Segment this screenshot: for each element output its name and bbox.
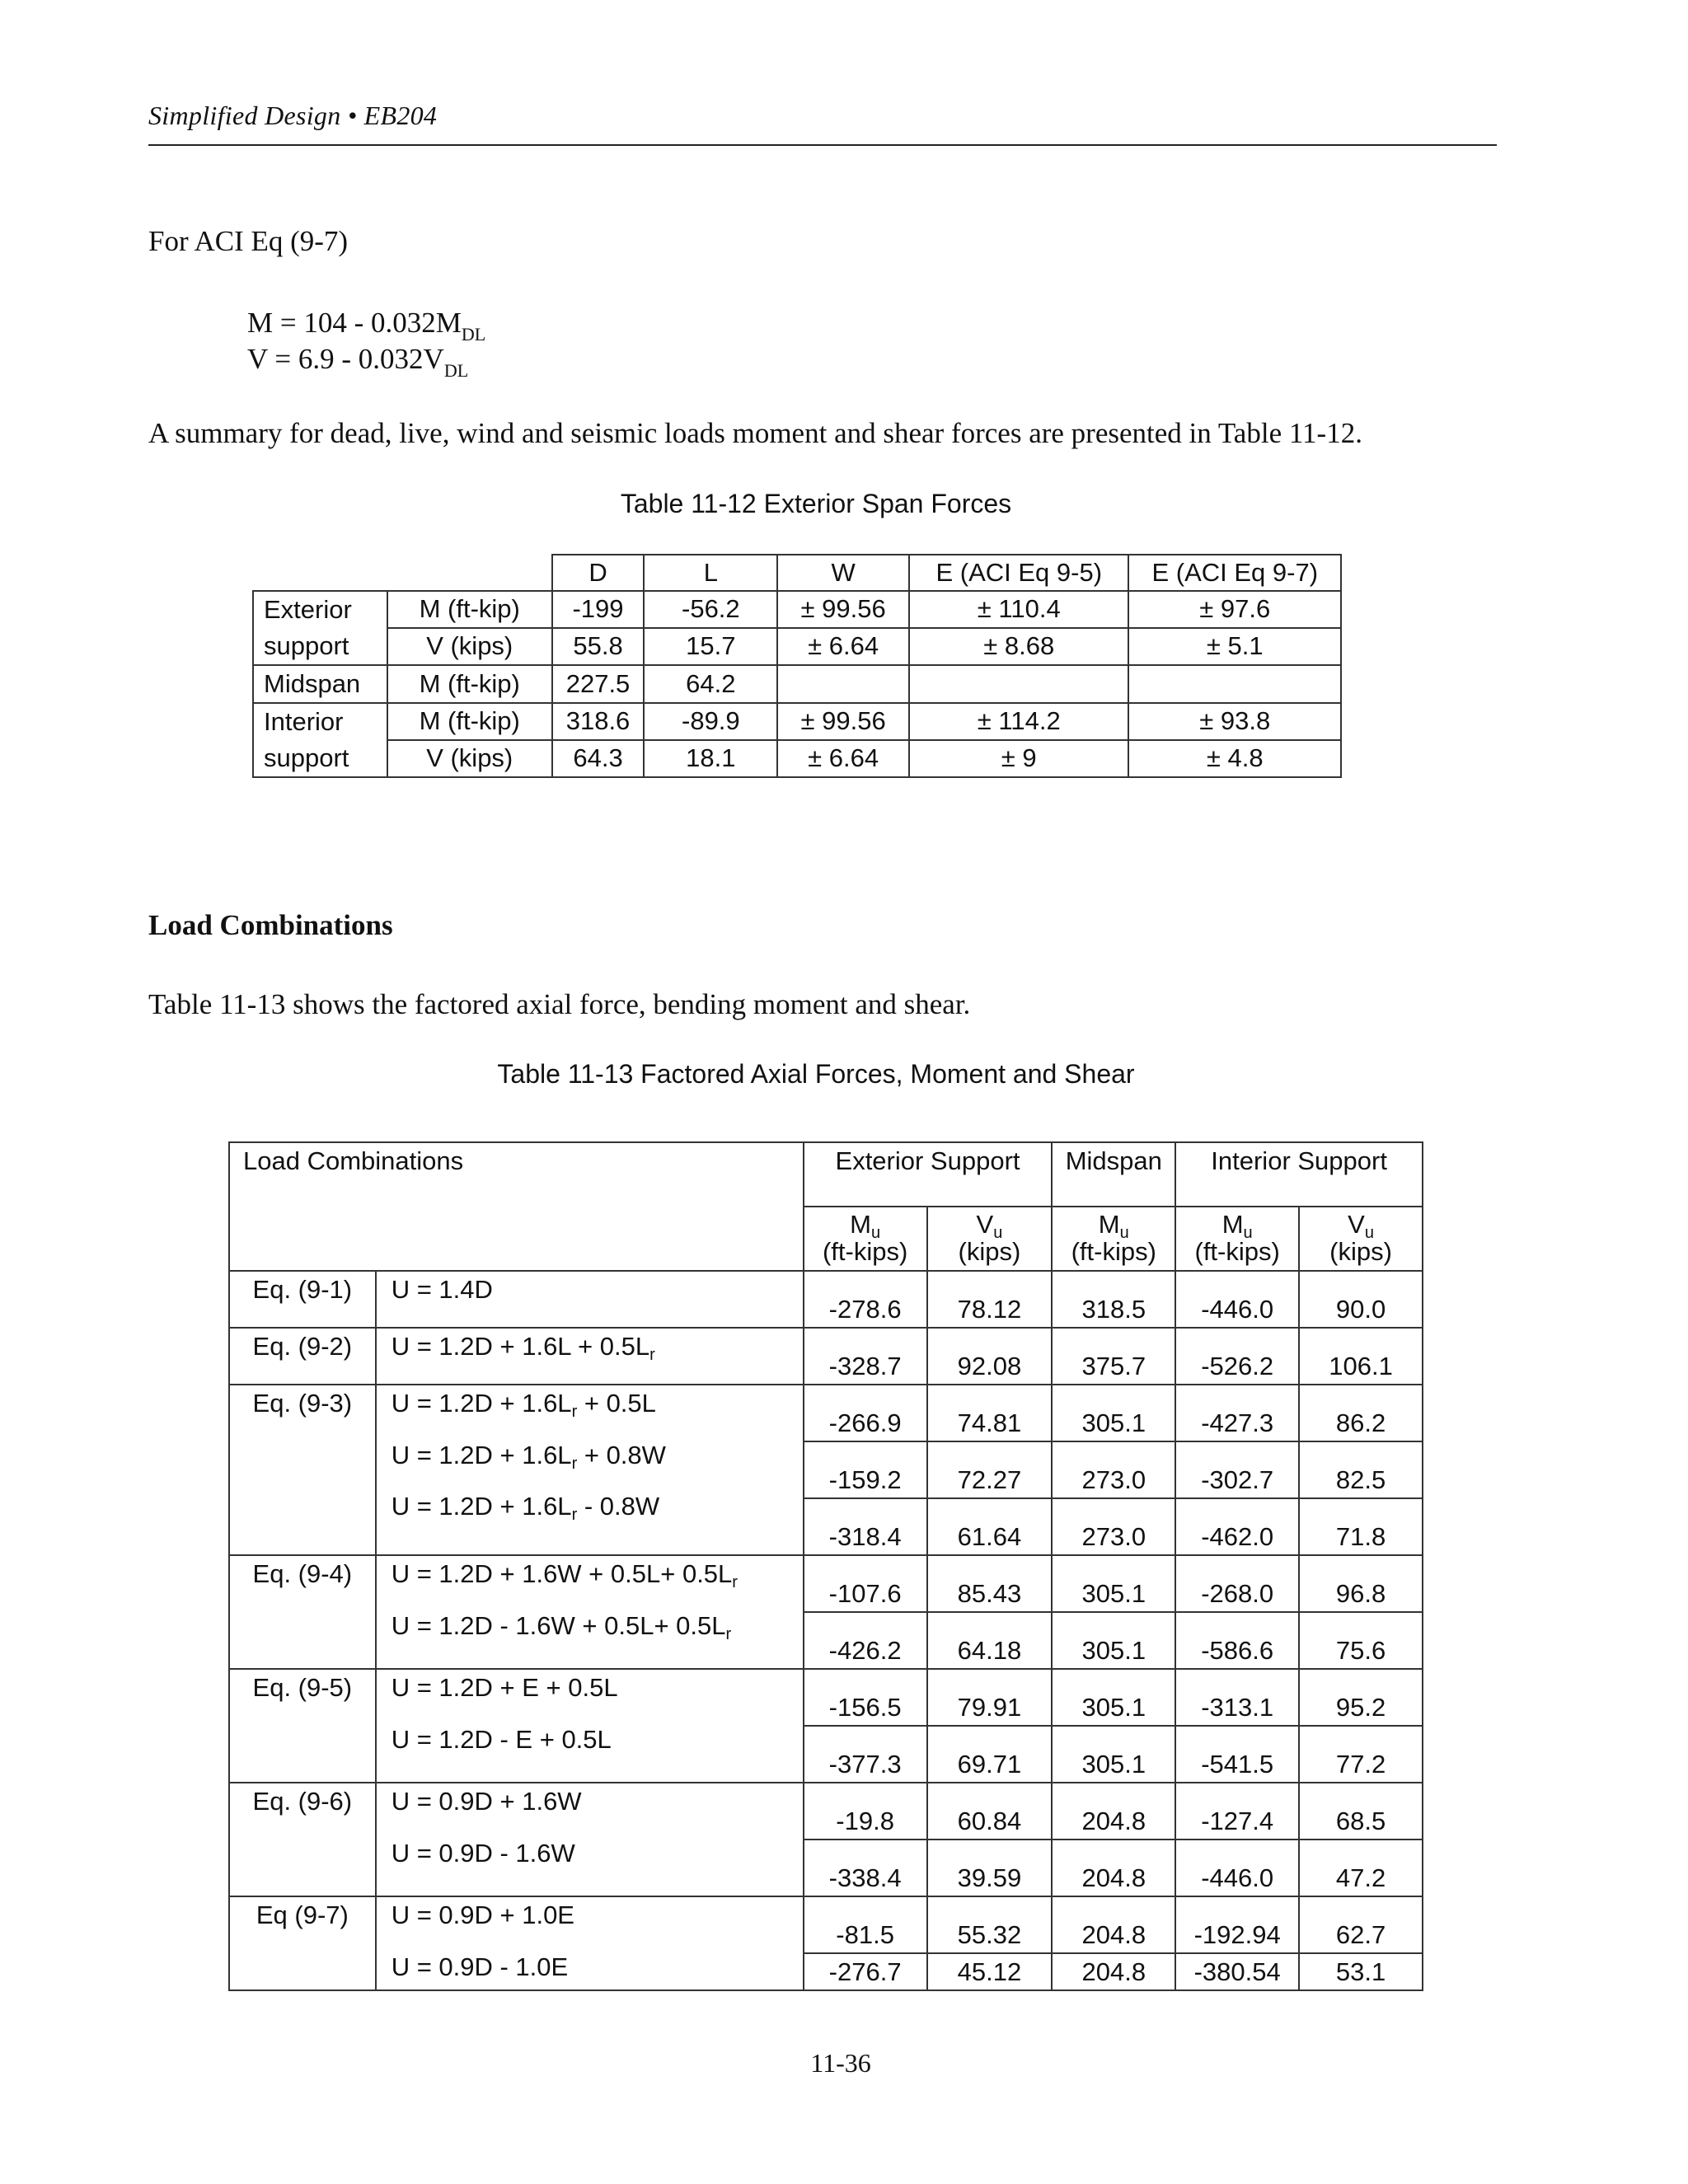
formula-cell (376, 1385, 804, 1555)
formula-line (392, 1954, 803, 1981)
location-label: Midspan (264, 669, 361, 698)
symbol-subscript: u (870, 1224, 881, 1243)
column-header: E (ACI Eq 9-7) (1128, 555, 1341, 591)
symbol-letter: V (976, 1210, 994, 1240)
value-cell: 96.8 (1299, 1555, 1423, 1612)
value-cell: 305.1 (1052, 1555, 1175, 1612)
formula-subscript: r (725, 1624, 732, 1643)
blank-cell (387, 555, 552, 591)
value-cell: -81.5 (804, 1896, 927, 1953)
table-row (253, 703, 1341, 740)
formula-text: U = 1.4D (391, 1275, 493, 1304)
value-cell: -89.9 (644, 703, 777, 740)
value-cell: ± 5.1 (1128, 628, 1341, 665)
formula-cell (376, 1271, 804, 1328)
value-cell: ± 97.6 (1128, 591, 1341, 628)
value-cell: 74.81 (927, 1385, 1053, 1441)
formula-text: U = 0.9D + 1.6W (391, 1787, 582, 1816)
formula-subscript: r (571, 1403, 578, 1421)
value-cell: 305.1 (1052, 1385, 1175, 1441)
table-row (229, 1896, 1423, 1953)
value-cell: -199 (552, 591, 645, 628)
formula-text: U = 1.2D - 1.6W + 0.5L+ 0.5L (391, 1610, 726, 1640)
value-cell: -380.54 (1175, 1953, 1299, 1990)
table-row (253, 740, 1341, 777)
column-header: L (644, 555, 777, 591)
value-cell: 53.1 (1299, 1953, 1423, 1990)
value-cell: -127.4 (1175, 1783, 1299, 1840)
value-cell (909, 665, 1128, 703)
value-cell: 204.8 (1052, 1840, 1175, 1896)
formula-subscript: r (649, 1346, 655, 1364)
equation-cell: Eq (9-7) (229, 1896, 376, 1990)
formula-text: U = 1.2D - E + 0.5L (391, 1724, 612, 1754)
header-divider (148, 144, 1497, 146)
value-cell: 95.2 (1299, 1669, 1423, 1726)
formula-cell (376, 1783, 804, 1896)
value-cell: 305.1 (1052, 1669, 1175, 1726)
table-row (253, 591, 1341, 628)
value-cell: 273.0 (1052, 1498, 1175, 1555)
subheader-cell (804, 1207, 927, 1271)
value-cell: 60.84 (927, 1783, 1053, 1840)
location-cell (253, 665, 387, 703)
value-cell: -426.2 (804, 1612, 927, 1669)
value-cell: 106.1 (1299, 1328, 1423, 1385)
table-row (229, 1385, 1423, 1441)
table-row (229, 1271, 1423, 1328)
equation-cell: Eq. (9-5) (229, 1669, 376, 1783)
formula-text: U = 1.2D + 1.6W + 0.5L+ 0.5L (391, 1559, 733, 1588)
formula-text: U = 1.2D + 1.6L + 0.5L (391, 1332, 650, 1361)
formula-line (391, 1610, 803, 1643)
value-cell: 227.5 (552, 665, 645, 703)
value-cell: 204.8 (1052, 1953, 1175, 1990)
value-cell: -446.0 (1175, 1840, 1299, 1896)
symbol-letter: M (1098, 1210, 1120, 1240)
value-cell: 75.6 (1299, 1612, 1423, 1669)
subheader-symbol (1053, 1210, 1175, 1243)
value-cell: ± 4.8 (1128, 740, 1341, 777)
value-cell: ± 6.64 (777, 740, 909, 777)
value-cell: 39.59 (927, 1840, 1053, 1896)
value-cell: 18.1 (644, 740, 777, 777)
formula-line (391, 1492, 803, 1525)
location-cell (253, 703, 387, 777)
page-number: 11-36 (810, 2048, 871, 2078)
column-header: W (777, 555, 909, 591)
table-row (229, 1669, 1423, 1726)
column-header: D (552, 555, 645, 591)
value-cell: 55.8 (552, 628, 645, 665)
value-cell: 55.32 (927, 1896, 1053, 1953)
table-row (253, 665, 1341, 703)
formula-line (392, 1902, 803, 1929)
symbol-letter: V (1348, 1210, 1365, 1240)
formula-line (391, 1724, 803, 1754)
symbol-subscript: u (993, 1224, 1003, 1243)
subheader-unit: (ft-kips) (1071, 1237, 1156, 1266)
formula-line (392, 1675, 803, 1702)
location-cell (253, 591, 387, 665)
shear-equation (247, 343, 469, 381)
column-header: E (ACI Eq 9-5) (909, 555, 1128, 591)
table-row (229, 1555, 1423, 1612)
value-cell: 47.2 (1299, 1840, 1423, 1896)
value-cell: ± 99.56 (777, 591, 909, 628)
blank-cell (253, 555, 387, 591)
location-label: support (264, 743, 349, 772)
symbol-subscript: u (1364, 1224, 1374, 1243)
value-cell: 375.7 (1052, 1328, 1175, 1385)
equation-cell: Eq. (9-1) (229, 1271, 376, 1328)
value-cell: 204.8 (1052, 1896, 1175, 1953)
formula-text: U = 1.2D + 1.6L (391, 1492, 572, 1521)
location-label: Exterior (264, 595, 352, 624)
running-header: Simplified Design • EB204 (148, 101, 438, 130)
formula-tail: + 0.5L (577, 1389, 656, 1418)
section-paragraph: Table 11-13 shows the factored axial force, bending moment and shear. (148, 988, 971, 1020)
section-heading: Load Combinations (148, 909, 393, 941)
value-cell: 64.2 (644, 665, 777, 703)
value-cell: -328.7 (804, 1328, 927, 1385)
value-cell: 82.5 (1299, 1441, 1423, 1498)
value-cell: -541.5 (1175, 1726, 1299, 1783)
subheader-symbol (928, 1210, 1052, 1243)
shear-equation-subscript: DL (443, 360, 469, 381)
formula-text: U = 1.2D + E + 0.5L (391, 1673, 618, 1702)
formula-subscript: r (732, 1573, 738, 1591)
value-cell: 273.0 (1052, 1441, 1175, 1498)
location-label: support (264, 631, 349, 660)
value-cell: 318.6 (552, 703, 645, 740)
value-cell: -338.4 (804, 1840, 927, 1896)
value-cell: -302.7 (1175, 1441, 1299, 1498)
subheader-unit: (ft-kips) (1194, 1237, 1280, 1266)
shear-equation-main: V = 6.9 - 0.032V (247, 343, 444, 375)
equation-cell: Eq. (9-6) (229, 1783, 376, 1896)
subheader-unit: (kips) (958, 1237, 1021, 1266)
value-cell: -462.0 (1175, 1498, 1299, 1555)
value-cell: -266.9 (804, 1385, 927, 1441)
value-cell: 318.5 (1052, 1271, 1175, 1328)
subheader-symbol (1300, 1210, 1422, 1243)
factored-forces-table (228, 1141, 1423, 1991)
subheader-symbol (1176, 1210, 1298, 1243)
value-cell: -377.3 (804, 1726, 927, 1783)
value-cell: 68.5 (1299, 1783, 1423, 1840)
quantity-cell: M (ft-kip) (387, 591, 552, 628)
value-cell: -446.0 (1175, 1271, 1299, 1328)
value-cell: ± 110.4 (909, 591, 1128, 628)
moment-equation-main: M = 104 - 0.032M (247, 307, 462, 339)
value-cell: -192.94 (1175, 1896, 1299, 1953)
quantity-cell: V (kips) (387, 628, 552, 665)
value-cell: -318.4 (804, 1498, 927, 1555)
symbol-subscript: u (1119, 1224, 1129, 1243)
value-cell: 62.7 (1299, 1896, 1423, 1953)
summary-paragraph: A summary for dead, live, wind and seismic loads moment and shear forces are presented in Table 11-12. (148, 417, 1362, 449)
value-cell: -276.7 (804, 1953, 927, 1990)
value-cell: 45.12 (927, 1953, 1053, 1990)
value-cell: ± 99.56 (777, 703, 909, 740)
value-cell: 92.08 (927, 1328, 1053, 1385)
formula-tail: - 0.8W (577, 1492, 660, 1521)
formula-line (392, 1277, 803, 1304)
value-cell: 61.64 (927, 1498, 1053, 1555)
table-row (253, 628, 1341, 665)
value-cell: 305.1 (1052, 1612, 1175, 1669)
subheader-cell (1052, 1207, 1175, 1271)
subheader-cell (1175, 1207, 1299, 1271)
equation-cell: Eq. (9-4) (229, 1555, 376, 1669)
value-cell: ± 114.2 (909, 703, 1128, 740)
value-cell: -156.5 (804, 1669, 927, 1726)
formula-cell (376, 1896, 804, 1990)
formula-subscript: r (571, 1454, 578, 1473)
subheader-symbol (804, 1210, 926, 1243)
subheader-unit: (kips) (1329, 1237, 1392, 1266)
formula-line (392, 1788, 803, 1816)
value-cell: -278.6 (804, 1271, 927, 1328)
formula-text: U = 1.2D + 1.6L (391, 1440, 572, 1469)
formula-text: U = 0.9D - 1.6W (391, 1838, 575, 1868)
eq-intro-text: For ACI Eq (9-7) (148, 225, 349, 257)
value-cell: 305.1 (1052, 1726, 1175, 1783)
formula-line (391, 1389, 803, 1421)
load-combinations-header: Load Combinations (229, 1142, 804, 1271)
value-cell: 64.18 (927, 1612, 1053, 1669)
exterior-span-forces-table (252, 554, 1342, 778)
value-cell: -159.2 (804, 1441, 927, 1498)
value-cell: -586.6 (1175, 1612, 1299, 1669)
value-cell: -19.8 (804, 1783, 927, 1840)
value-cell: 78.12 (927, 1271, 1053, 1328)
equation-cell: Eq. (9-2) (229, 1328, 376, 1385)
formula-cell (376, 1669, 804, 1783)
formula-text: U = 1.2D + 1.6L (391, 1389, 572, 1418)
value-cell: ± 9 (909, 740, 1128, 777)
table-header-row (253, 555, 1341, 591)
value-cell: 90.0 (1299, 1271, 1423, 1328)
value-cell: -427.3 (1175, 1385, 1299, 1441)
table-row (229, 1783, 1423, 1840)
location-label: Interior (264, 707, 344, 736)
quantity-cell: M (ft-kip) (387, 665, 552, 703)
formula-cell (376, 1328, 804, 1385)
table-header-row (229, 1142, 1423, 1207)
quantity-cell: M (ft-kip) (387, 703, 552, 740)
value-cell: 15.7 (644, 628, 777, 665)
symbol-subscript: u (1243, 1224, 1253, 1243)
value-cell: 72.27 (927, 1441, 1053, 1498)
value-cell (1128, 665, 1341, 703)
value-cell: 204.8 (1052, 1783, 1175, 1840)
midspan-header: Midspan (1052, 1142, 1175, 1207)
formula-line (391, 1559, 803, 1591)
table-11-12-caption: Table 11-12 Exterior Span Forces (620, 489, 1012, 518)
exterior-support-header: Exterior Support (804, 1142, 1053, 1207)
equation-cell: Eq. (9-3) (229, 1385, 376, 1555)
value-cell: ± 8.68 (909, 628, 1128, 665)
formula-text: U = 0.9D - 1.0E (391, 1952, 569, 1981)
subheader-cell (1299, 1207, 1423, 1271)
symbol-letter: M (1221, 1210, 1244, 1240)
formula-line (391, 1440, 803, 1473)
value-cell: -268.0 (1175, 1555, 1299, 1612)
formula-subscript: r (571, 1506, 578, 1525)
value-cell: 64.3 (552, 740, 645, 777)
value-cell: ± 6.64 (777, 628, 909, 665)
subheader-unit: (ft-kips) (822, 1237, 908, 1266)
formula-cell (376, 1555, 804, 1669)
value-cell: 77.2 (1299, 1726, 1423, 1783)
value-cell: 85.43 (927, 1555, 1053, 1612)
table-row (229, 1328, 1423, 1385)
value-cell: -313.1 (1175, 1669, 1299, 1726)
value-cell: -526.2 (1175, 1328, 1299, 1385)
value-cell: 71.8 (1299, 1498, 1423, 1555)
formula-line (392, 1840, 803, 1868)
value-cell (777, 665, 909, 703)
table-11-13-caption: Table 11-13 Factored Axial Forces, Moment and Shear (497, 1059, 1135, 1089)
formula-text: U = 0.9D + 1.0E (391, 1900, 574, 1929)
quantity-cell: V (kips) (387, 740, 552, 777)
value-cell: -56.2 (644, 591, 777, 628)
symbol-letter: M (850, 1210, 871, 1240)
formula-tail: + 0.8W (577, 1440, 666, 1469)
interior-support-header: Interior Support (1175, 1142, 1423, 1207)
moment-equation (247, 307, 486, 344)
value-cell: 86.2 (1299, 1385, 1423, 1441)
value-cell: 69.71 (927, 1726, 1053, 1783)
subheader-cell (927, 1207, 1053, 1271)
value-cell: 79.91 (927, 1669, 1053, 1726)
value-cell: ± 93.8 (1128, 703, 1341, 740)
formula-line (391, 1332, 803, 1364)
moment-equation-subscript: DL (461, 324, 486, 344)
value-cell: -107.6 (804, 1555, 927, 1612)
